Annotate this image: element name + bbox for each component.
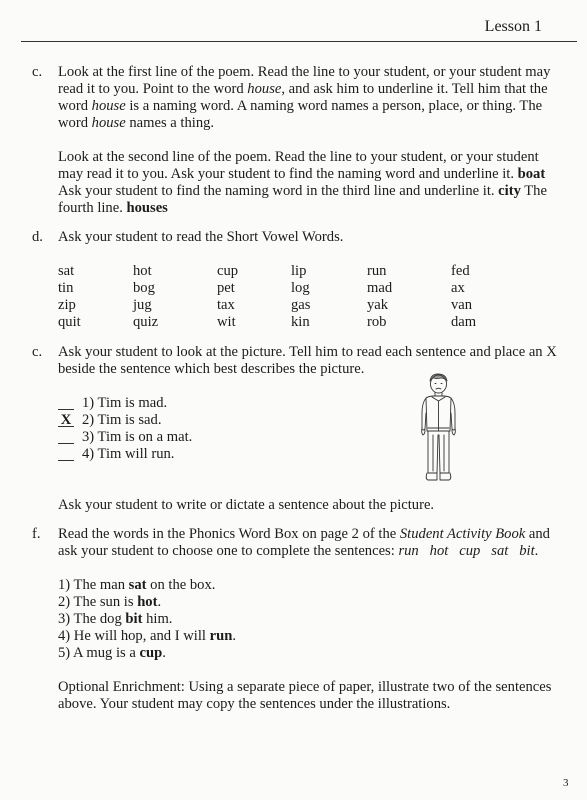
answer-blank[interactable]: X	[58, 412, 74, 427]
answer: sat	[128, 577, 147, 593]
answer-blank[interactable]	[58, 429, 74, 444]
word: ax	[451, 280, 465, 296]
sentence-item	[58, 628, 562, 645]
instruction: Ask your student to look at the picture. Tell him to read each sentence and place an X beside the sentence which best describes the picture.	[58, 344, 557, 377]
paragraph-second-line	[58, 149, 562, 217]
text: The fourth line.	[58, 183, 547, 216]
section-letter: f.	[32, 526, 41, 542]
sentence-item	[58, 645, 562, 662]
text: Look at the second line of the poem. Read the line to your student, or your student may read it to you. Ask your student to find the naming word and underline it.	[58, 149, 539, 182]
word: bog	[133, 280, 155, 296]
completion-sentences	[58, 577, 562, 662]
word-house: house	[91, 98, 126, 114]
word: pet	[217, 280, 235, 296]
word: hot	[133, 263, 152, 279]
answer: cup	[139, 645, 163, 661]
choice-text: 3) Tim is on a mat.	[82, 429, 193, 445]
lesson-title: Lesson 1	[484, 18, 542, 35]
sentence-item	[58, 611, 562, 628]
text: and ask your student to choose one to complete the sentences:	[58, 526, 550, 559]
word: jug	[133, 297, 152, 313]
word: cup	[217, 263, 239, 279]
sentence-choices	[58, 395, 562, 463]
section-c-picture-sentences	[32, 344, 562, 514]
choice-item	[58, 412, 562, 429]
section-letter: d.	[32, 229, 43, 245]
word: van	[451, 297, 473, 313]
answer-boat: boat	[517, 166, 546, 182]
word: lip	[291, 263, 307, 279]
instruction	[58, 526, 562, 560]
word-house: house	[247, 81, 282, 97]
header-divider	[21, 41, 577, 42]
text: names a thing.	[125, 115, 215, 131]
text: Look at the first line of the poem. Read the line to your student, or your student may read it to you. Point to the word	[58, 64, 551, 97]
text: Ask your student to find the naming word in the third line and underline it.	[58, 183, 499, 199]
answer-blank[interactable]	[58, 395, 74, 410]
word-box-words: run hot cup sat bit	[398, 543, 535, 559]
book-title: Student Activity Book	[399, 526, 526, 542]
optional-enrichment: Optional Enrichment: Using a separate piece of paper, illustrate two of the sentences above. Your student may copy the sentences under the illustrations.	[58, 679, 552, 712]
word: wit	[217, 314, 236, 330]
choice-item	[58, 395, 562, 412]
boy-illustration	[413, 373, 463, 485]
choice-text: 4) Tim will run.	[82, 446, 175, 462]
text: .	[534, 543, 539, 559]
text: .	[232, 628, 236, 644]
text: 2) The sun is	[58, 594, 138, 610]
sentence-item	[58, 594, 562, 611]
short-vowel-word-grid	[58, 263, 562, 331]
text: 5) A mug is a	[58, 645, 140, 661]
answer-houses: houses	[126, 200, 168, 216]
text: 1) The man	[58, 577, 129, 593]
word: quiz	[133, 314, 159, 330]
word: tax	[217, 297, 235, 313]
answer: hot	[137, 594, 158, 610]
word-house: house	[91, 115, 126, 131]
word: log	[291, 280, 310, 296]
word: gas	[291, 297, 311, 313]
answer-city: city	[498, 183, 521, 199]
answer: run	[209, 628, 233, 644]
choice-item	[58, 429, 562, 446]
word: quit	[58, 314, 81, 330]
word: run	[367, 263, 387, 279]
word: dam	[451, 314, 477, 330]
answer-blank[interactable]	[58, 446, 74, 461]
choice-item	[58, 446, 562, 463]
section-letter: c.	[32, 64, 43, 80]
follow-up-instruction: Ask your student to write or dictate a sentence about the picture.	[58, 497, 435, 513]
text: 3) The dog	[58, 611, 126, 627]
text: on the box.	[146, 577, 216, 593]
sentence-item	[58, 577, 562, 594]
section-c-naming-words	[32, 64, 562, 217]
choice-text: 1) Tim is mad.	[82, 395, 168, 411]
section-d-short-vowel-words	[32, 229, 562, 331]
word: tin	[58, 280, 74, 296]
text: , and ask him to underline it. Tell him that the word	[58, 81, 548, 114]
section-letter: c.	[32, 344, 43, 360]
paragraph-first-line	[58, 64, 562, 132]
section-f-phonics-word-box	[32, 526, 562, 713]
instruction: Ask your student to read the Short Vowel Words.	[58, 229, 344, 245]
word: mad	[367, 280, 393, 296]
text: 4) He will hop, and I will	[58, 628, 210, 644]
text: him.	[142, 611, 173, 627]
word: fed	[451, 263, 470, 279]
text: .	[157, 594, 162, 610]
choice-text: 2) Tim is sad.	[82, 412, 162, 428]
word: sat	[58, 263, 75, 279]
text: is a naming word. A naming word names a person, place, or thing. The word	[58, 98, 543, 131]
text: .	[162, 645, 166, 661]
page-number: 3	[563, 777, 569, 789]
word: yak	[367, 297, 389, 313]
word: kin	[291, 314, 310, 330]
word: zip	[58, 297, 76, 313]
answer: bit	[125, 611, 143, 627]
word: rob	[367, 314, 387, 330]
text: Read the words in the Phonics Word Box on page 2 of the	[58, 526, 400, 542]
